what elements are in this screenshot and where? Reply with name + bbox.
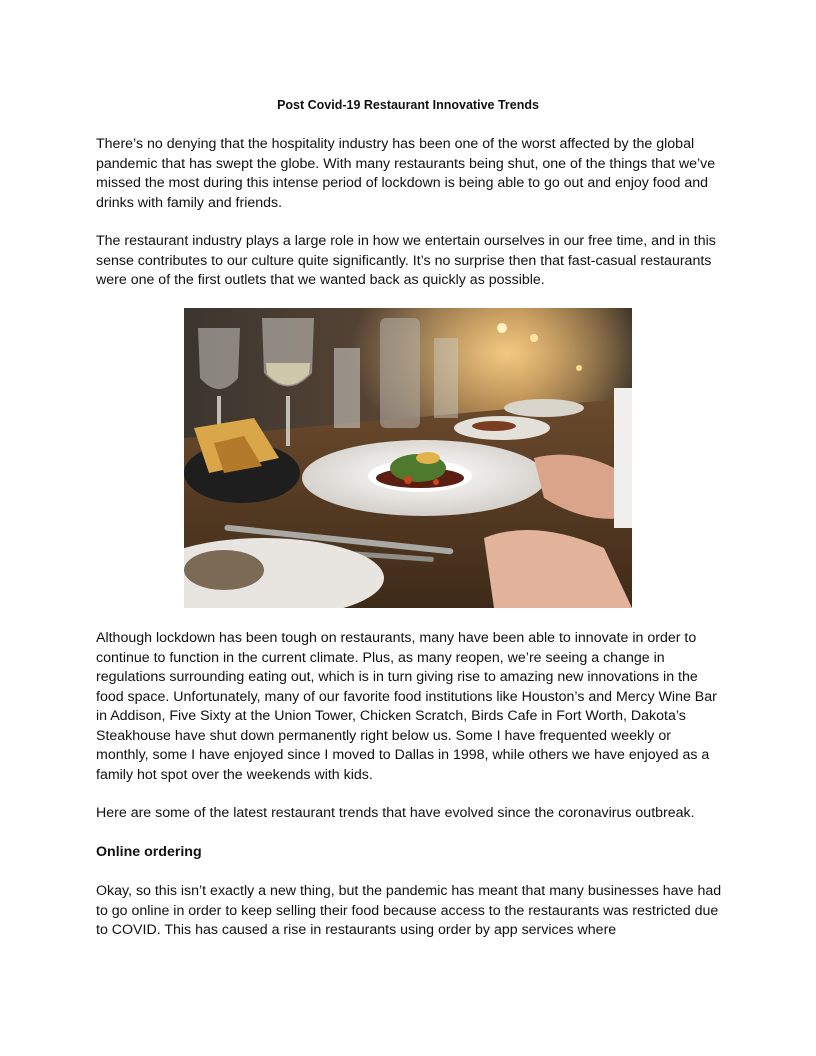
paragraph-trends-intro: Here are some of the latest restaurant trends that have evolved since the coronavirus outbreak. [96, 805, 695, 821]
restaurant-table-photo [184, 308, 632, 608]
section-heading-online-ordering: Online ordering [96, 844, 202, 860]
document-title: Post Covid-19 Restaurant Innovative Trends [277, 98, 539, 112]
paragraph-industry-role: The restaurant industry plays a large role in how we entertain ourselves in our free time, and in this sense contributes to our culture quite significantly. It’s no surprise then that fast-casual restaurants were one of the first outlets that we wanted back as quickly as possible. [96, 233, 716, 288]
paragraph-innovation: Although lockdown has been tough on restaurants, many have been able to innovate in order to continue to function in the current climate. Plus, as many reopen, we’re seeing a change in regulations surrounding eating out, which is in turn giving rise to amazing new innovations in the food space. Unfortunately, many of our favorite food institutions like Houston’s and Mercy Wine Bar in Addison, Five Sixty at the Union Tower, Chicken Scratch, Birds Cafe in Fort Worth, Dakota’s Steakhouse have shut down permanently right below us. Some I have frequented weekly or monthly, some I have enjoyed since I moved to Dallas in 1998, while others we have enjoyed as a family hot spot over the weekends with kids. [96, 630, 717, 783]
paragraph-online-ordering: Okay, so this isn’t exactly a new thing, but the pandemic has meant that many businesses have had to go online in order to keep selling their food because access to the restaurants was restricted due to COVID. This has caused a rise in restaurants using order by app services where [96, 883, 722, 938]
paragraph-intro: There’s no denying that the hospitality industry has been one of the worst affected by the global pandemic that has swept the globe. With many restaurants being shut, one of the things that we’ve missed the most during this intense period of lockdown is being able to go out and enjoy food and drinks with family and friends. [96, 136, 716, 211]
